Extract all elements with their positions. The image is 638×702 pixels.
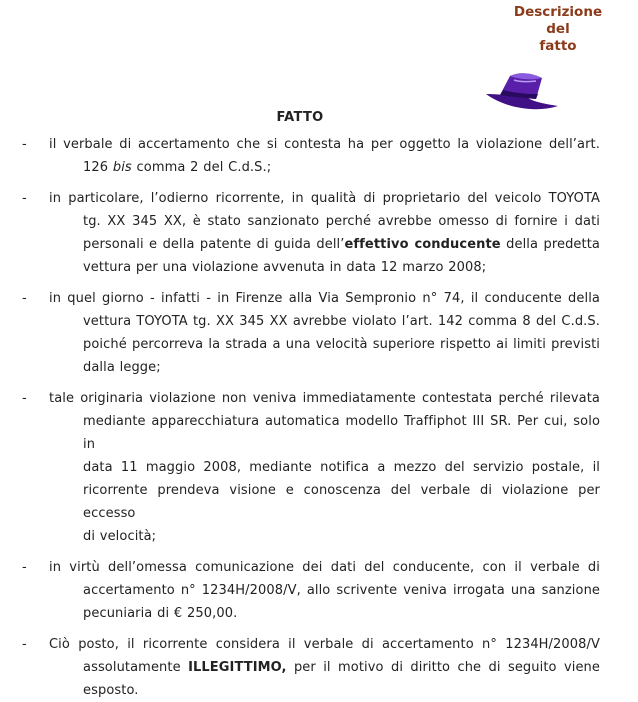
text-run: vettura TOYOTA tg. XX 345 XX avrebbe violato l’art. 142 comma 8 del C.d.S. (83, 314, 600, 329)
text-run: assolutamente (83, 660, 189, 675)
text-run: 126 (83, 160, 113, 175)
text-line (0, 333, 638, 356)
text-run: pecuniaria di € 250,00. (83, 606, 238, 621)
list-dash: - (22, 637, 27, 652)
text-line (0, 525, 638, 548)
text-line (0, 633, 638, 656)
section-note (500, 4, 616, 55)
hat-icon (484, 68, 560, 114)
text-run: comma 2 del C.d.S.; (131, 160, 272, 175)
text-run: il verbale di accertamento che si contesta ha per oggetto la violazione dell’art. (49, 137, 600, 152)
text-line (0, 387, 638, 410)
text-line (0, 556, 638, 579)
item-gap (0, 548, 638, 556)
fact-list (0, 133, 638, 702)
text-run: poiché percorreva la strada a una velocità superiore rispetto ai limiti previsti (83, 337, 600, 352)
item-gap (0, 179, 638, 187)
text-run: tg. XX 345 XX, è stato sanzionato perché avrebbe omesso di fornire i dati (83, 214, 600, 229)
text-run: esposto. (83, 683, 139, 698)
text-run: ricorrente prendeva visione e conoscenza del verbale di violazione per eccesso (83, 483, 600, 521)
text-line (0, 410, 638, 456)
text-run: della predetta (500, 237, 600, 252)
text-line (0, 456, 638, 479)
text-run: per il motivo di diritto che di seguito viene (286, 660, 600, 675)
bold-run: effettivo conducente (344, 237, 501, 252)
text-run: Ciò posto, il ricorrente considera il verbale di accertamento n° 1234H/2008/V (49, 637, 600, 652)
list-item (0, 133, 638, 179)
text-line (0, 187, 638, 210)
list-dash: - (22, 191, 27, 206)
text-line (0, 233, 638, 256)
text-line (0, 479, 638, 525)
text-line (0, 602, 638, 625)
text-run: personali e della patente di guida dell’ (83, 237, 345, 252)
text-run: di velocità; (83, 529, 157, 544)
text-line (0, 656, 638, 679)
list-item (0, 187, 638, 279)
list-item (0, 633, 638, 702)
list-item (0, 387, 638, 548)
item-gap (0, 279, 638, 287)
italic-run: bis (112, 160, 132, 175)
text-line (0, 579, 638, 602)
text-line (0, 133, 638, 156)
list-dash: - (22, 391, 27, 406)
text-run: dalla legge; (83, 360, 161, 375)
text-line (0, 287, 638, 310)
bold-run: ILLEGITTIMO, (188, 660, 287, 675)
list-dash: - (22, 560, 27, 575)
section-note-line: Descrizione (513, 4, 603, 20)
text-run: in particolare, l’odierno ricorrente, in qualità di proprietario del veicolo TOYOTA (49, 191, 600, 206)
text-line (0, 356, 638, 379)
list-item (0, 556, 638, 625)
text-run: accertamento n° 1234H/2008/V, allo scrivente veniva irrogata una sanzione (83, 583, 600, 598)
text-line (0, 679, 638, 702)
section-note-line: del (546, 21, 570, 37)
text-line (0, 310, 638, 333)
text-line (0, 156, 638, 179)
item-gap (0, 379, 638, 387)
text-line (0, 256, 638, 279)
list-dash: - (22, 137, 27, 152)
document-title: FATTO (276, 110, 324, 125)
text-run: tale originaria violazione non veniva immediatamente contestata perché rilevata (49, 391, 600, 406)
text-run: vettura per una violazione avvenuta in data 12 marzo 2008; (83, 260, 487, 275)
text-line (0, 210, 638, 233)
text-run: in virtù dell’omessa comunicazione dei dati del conducente, con il verbale di (49, 560, 600, 575)
text-run: in quel giorno - infatti - in Firenze alla Via Sempronio n° 74, il conducente della (49, 291, 600, 306)
item-gap (0, 625, 638, 633)
text-run: mediante apparecchiatura automatica modello Traffiphot III SR. Per cui, solo in (83, 414, 600, 452)
section-note-line: fatto (539, 38, 577, 54)
list-item (0, 287, 638, 379)
list-dash: - (22, 291, 27, 306)
text-run: data 11 maggio 2008, mediante notifica a mezzo del servizio postale, il (83, 460, 600, 475)
